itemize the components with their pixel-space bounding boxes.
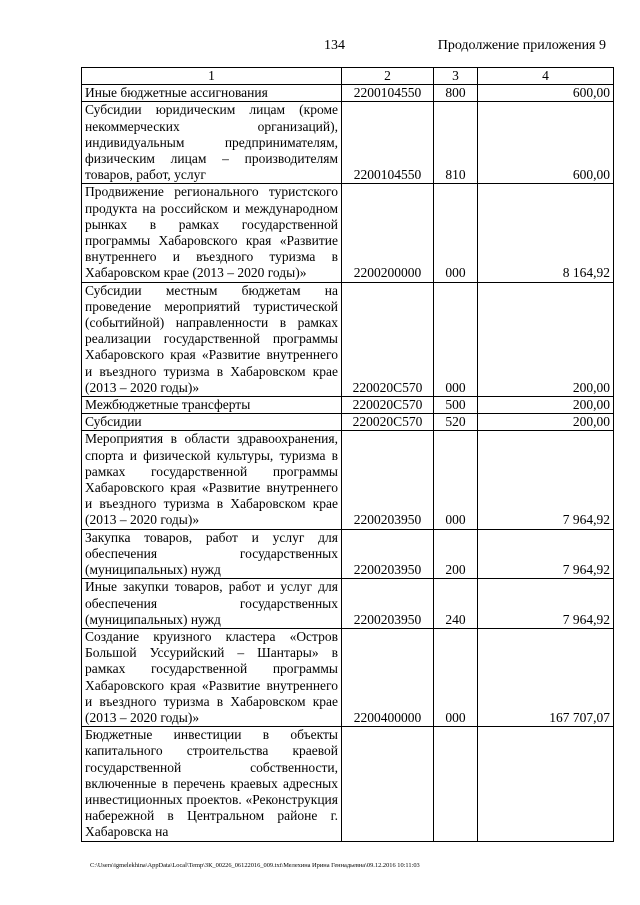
- row-type-cell: 000: [434, 431, 478, 529]
- table-row: [82, 184, 614, 282]
- row-code-cell: 220020С570: [342, 414, 434, 431]
- table-row: [82, 628, 614, 726]
- row-code-cell: 2200104550: [342, 85, 434, 102]
- row-type-cell: 520: [434, 414, 478, 431]
- row-type-cell: 800: [434, 85, 478, 102]
- column-header: 4: [478, 68, 614, 85]
- table-row: [82, 579, 614, 629]
- row-name-cell: Субсидии местным бюджетам на проведение мероприятий туристической (событийной) направленности в рамках реализации государственной программы Хабаровского края «Развитие внутреннего и въездного туризма в Хабаровском крае (2013 – 2020 годы)»: [82, 282, 342, 396]
- row-name-cell: Иные закупки товаров, работ и услуг для обеспечения государственных (муниципальных) нужд: [82, 579, 342, 629]
- row-type-cell: 000: [434, 184, 478, 282]
- row-type-cell: 500: [434, 397, 478, 414]
- row-sum-cell: 200,00: [478, 282, 614, 396]
- row-sum-cell: 7 964,92: [478, 529, 614, 579]
- column-header: 3: [434, 68, 478, 85]
- table-row: [82, 397, 614, 414]
- row-name-cell: Создание круизного кластера «Остров Большой Уссурийский – Шантары» в рамках государственной программы Хабаровского края «Развитие внутреннего и въездного туризма в Хабаровском крае (2013 – 2020 годы)»: [82, 628, 342, 726]
- row-sum-cell: 200,00: [478, 397, 614, 414]
- row-sum-cell: 7 964,92: [478, 431, 614, 529]
- row-name-cell: Иные бюджетные ассигнования: [82, 85, 342, 102]
- row-code-cell: 2200200000: [342, 184, 434, 282]
- column-header: 2: [342, 68, 434, 85]
- page-header-title: Продолжение приложения 9: [437, 38, 606, 53]
- row-sum-cell: 200,00: [478, 414, 614, 431]
- row-code-cell: 2200203950: [342, 431, 434, 529]
- table-row: [82, 431, 614, 529]
- row-name-cell: Субсидии: [82, 414, 342, 431]
- row-name-cell: Мероприятия в области здравоохранения, спорта и физической культуры, туризма в рамках государственной программы Хабаровского края «Развитие внутреннего и въездного туризма в Хабаровском крае (2013 – 2020 годы)»: [82, 431, 342, 529]
- row-sum-cell: 167 707,07: [478, 628, 614, 726]
- row-sum-cell: 600,00: [478, 102, 614, 184]
- row-sum-cell: [478, 727, 614, 841]
- row-sum-cell: 8 164,92: [478, 184, 614, 282]
- table-row: [82, 727, 614, 841]
- row-code-cell: [342, 727, 434, 841]
- row-code-cell: 2200203950: [342, 579, 434, 629]
- row-name-cell: Закупка товаров, работ и услуг для обеспечения государственных (муниципальных) нужд: [82, 529, 342, 579]
- row-type-cell: 200: [434, 529, 478, 579]
- row-code-cell: 220020С570: [342, 282, 434, 396]
- row-name-cell: Продвижение регионального туристского продукта на российском и международном рынках в рамках государственной программы Хабаровского края «Развитие внутреннего и въездного туризма в Хабаровском крае (2013 – 2020 годы)»: [82, 184, 342, 282]
- row-type-cell: 000: [434, 282, 478, 396]
- row-type-cell: 810: [434, 102, 478, 184]
- row-type-cell: 240: [434, 579, 478, 629]
- table-header-row: [82, 68, 614, 85]
- row-code-cell: 2200203950: [342, 529, 434, 579]
- table-body: [82, 85, 614, 841]
- row-code-cell: 220020С570: [342, 397, 434, 414]
- row-name-cell: Субсидии юридическим лицам (кроме некоммерческих организаций), индивидуальным предпринимателям, физическим лицам – производителям товаров, работ, услуг: [82, 102, 342, 184]
- page-number: 134: [324, 38, 345, 53]
- column-header: 1: [82, 68, 342, 85]
- row-type-cell: 000: [434, 628, 478, 726]
- budget-table: [81, 67, 614, 842]
- row-sum-cell: 600,00: [478, 85, 614, 102]
- footer-file-path: C:\Users\igmelekhina\AppData\Local\Temp\ЗК_00226_06122016_009.txt\Мелехина Ирина Геннадьевна\09.12.2016 10:11:03: [90, 862, 420, 869]
- row-type-cell: [434, 727, 478, 841]
- table-row: [82, 414, 614, 431]
- row-code-cell: 2200400000: [342, 628, 434, 726]
- table-row: [82, 529, 614, 579]
- table-row: [82, 102, 614, 184]
- row-name-cell: Бюджетные инвестиции в объекты капитального строительства краевой государственной собственности, включенные в перечень краевых адресных инвестиционных проектов. «Реконструкция набережной в Центральном районе г. Хабаровска на: [82, 727, 342, 841]
- table-row: [82, 282, 614, 396]
- table-row: [82, 85, 614, 102]
- row-code-cell: 2200104550: [342, 102, 434, 184]
- row-name-cell: Межбюджетные трансферты: [82, 397, 342, 414]
- row-sum-cell: 7 964,92: [478, 579, 614, 629]
